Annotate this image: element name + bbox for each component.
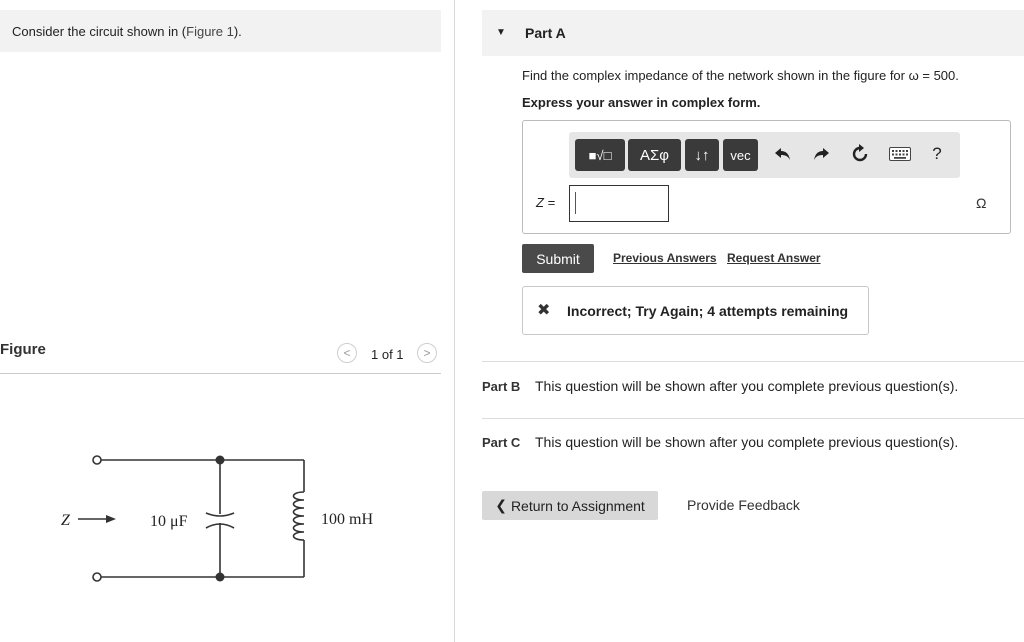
- part-c-message: This question will be shown after you complete previous question(s).: [535, 434, 959, 450]
- vec-button[interactable]: vec: [723, 139, 758, 171]
- sqrt-template-icon: ■√□: [588, 147, 612, 163]
- arrows-button[interactable]: [685, 139, 719, 171]
- circuit-diagram: [0, 440, 441, 600]
- chevron-left-icon: <: [343, 346, 351, 360]
- unit-label: Ω: [976, 195, 987, 211]
- help-icon: ?: [932, 144, 942, 163]
- feedback-text: Incorrect; Try Again; 4 attempts remaining: [567, 303, 849, 319]
- caret-down-icon[interactable]: ▼: [496, 27, 506, 38]
- request-answer-link[interactable]: Request Answer: [727, 251, 821, 265]
- previous-answers-link[interactable]: Previous Answers: [613, 251, 717, 265]
- chevron-left-icon: ❮: [495, 497, 507, 513]
- capacitor-label: 10 μF: [150, 513, 188, 530]
- next-figure-button[interactable]: [417, 343, 437, 363]
- undo-icon[interactable]: [772, 143, 794, 165]
- figure-divider: [0, 373, 441, 374]
- provide-feedback-link[interactable]: Provide Feedback: [687, 497, 800, 513]
- incorrect-x-icon: ✖: [537, 302, 551, 319]
- redo-icon[interactable]: [810, 143, 832, 165]
- instruction-text: Express your answer in complex form.: [522, 95, 761, 110]
- panel-divider: [454, 0, 455, 642]
- previous-figure-button[interactable]: [337, 343, 357, 363]
- z-prompt: Z =: [536, 195, 556, 210]
- updown-arrows-icon: ↓↑: [694, 146, 710, 164]
- intro-text: Consider the circuit shown in (Figure 1).: [12, 24, 242, 39]
- part-c-label: Part C: [482, 435, 521, 450]
- chevron-right-icon: >: [423, 346, 431, 360]
- submit-button[interactable]: Submit: [522, 244, 594, 273]
- figure-pager-text: 1 of 1: [371, 347, 404, 362]
- part-b-message: This question will be shown after you complete previous question(s).: [535, 378, 959, 394]
- templates-button[interactable]: [575, 139, 625, 171]
- inductor-label: 100 mH: [321, 511, 373, 528]
- figure-label: Figure: [0, 341, 46, 358]
- keyboard-icon[interactable]: [888, 143, 912, 165]
- part-a-title: Part A: [525, 25, 566, 41]
- question-text: Find the complex impedance of the network shown in the figure for ω = 500.: [522, 68, 959, 83]
- reset-icon[interactable]: [849, 143, 871, 165]
- circuit-z-label: Z: [61, 512, 70, 529]
- part-c-divider: [482, 418, 1024, 419]
- help-button[interactable]: [926, 143, 948, 165]
- greek-symbols-button[interactable]: ΑΣφ: [628, 139, 681, 171]
- return-to-assignment-button[interactable]: ❮ Return to Assignment: [482, 491, 658, 520]
- figure-link[interactable]: Figure 1: [186, 24, 234, 39]
- text-cursor: [575, 192, 576, 214]
- part-b-label: Part B: [482, 379, 521, 394]
- part-b-divider: [482, 361, 1024, 362]
- answer-input[interactable]: [569, 185, 669, 222]
